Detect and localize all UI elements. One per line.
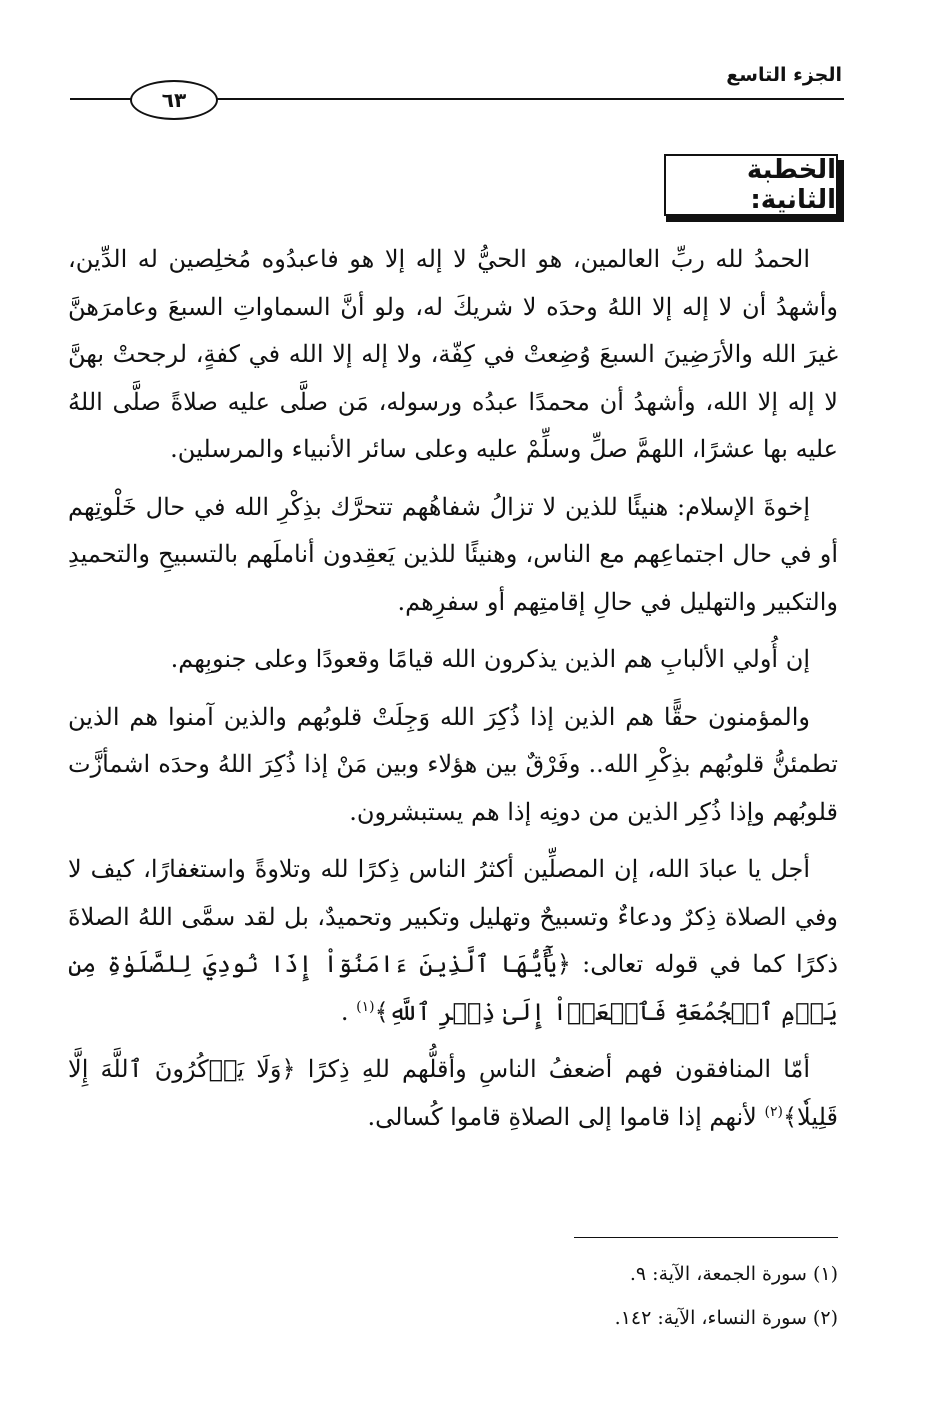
running-title: الجزء التاسع (726, 64, 842, 86)
paragraph-end: . (340, 997, 349, 1026)
page-number: ٦٣ (130, 80, 218, 120)
paragraph: إن أُولي الألبابِ هم الذين يذكرون الله قيامًا وقعودًا وعلى جنوبِهم. (170, 645, 810, 673)
paragraph (68, 846, 838, 1036)
body-text (68, 236, 838, 1151)
quran-verse: ﴿وَلَا يَذۡكُرُونَ ٱللَّهَ إِلَّا قَلِيلٗا﴾ (68, 1055, 838, 1131)
paragraph: إخوةَ الإسلام: هنيئًا للذين لا تزالُ شفاهُهم تتحرَّك بذِكْرِ الله في حال خَلْوتِهم أو في حال اجتماعِهم مع الناس، وهنيئًا للذين يَعقِدون أناملَهم بالتسبيحِ والتحميدِ والتكبير والتهليل في حالِ إقامتِهم أو سفرِهم. (68, 492, 838, 616)
paragraph-text: أمّا المنافقون فهم أضعفُ الناسِ وأقلُّهم للهِ ذِكرًا (307, 1055, 810, 1083)
paragraph (68, 1046, 838, 1141)
footnote: (٢) سورة النساء، الآية: ١٤٢. (614, 1307, 838, 1329)
paragraph: الحمدُ لله ربِّ العالمين، هو الحيُّ لا إله إلا هو فاعبدُوه مُخلِصين له الدِّين، وأشهدُ أن لا إله إلا اللهُ وحدَه لا شريكَ له، ولو أنَّ السماواتِ السبعَ وعامرَهنَّ غيرَ الله والأرَضِينَ السبعَ وُضِعتْ في كِفّة، ولا إله إلا الله في كفةٍ، لرجحتْ بهنَّ لا إله إلا الله، وأشهدُ أن محمدًا عبدُه ورسوله، مَن صلَّى عليه صلاةً صلَّى اللهُ عليه بها عشرًا، اللهمَّ صلِّ وسلِّمْ عليه وعلى سائر الأنبياء والمرسلين. (68, 245, 839, 463)
quran-verse: ﴿يَٰٓأَيُّهَا ٱلَّذِينَ ءَامَنُوٓاْ إِذَا نُودِيَ لِلصَّلَوٰةِ مِن يَوۡمِ ٱلۡجُمُعَةِ فَٱسۡعَوۡاْ إِلَىٰ ذِكۡرِ ٱللَّهِ﴾ (68, 950, 838, 1026)
footnote-ref[interactable]: (٢) (764, 1103, 783, 1120)
footnotes (338, 1252, 838, 1340)
footnote-ref[interactable]: (١) (356, 998, 375, 1015)
paragraph-text: أجل يا عبادَ الله، إن المصلِّين أكثرُ الناس ذِكرًا لله وتلاوةً واستغفارًا، كيف لا وفي الصلاة ذِكرٌ ودعاءٌ وتسبيحٌ وتهليل وتكبير وتحميدٌ، بل لقد سمَّى اللهُ الصلاةَ ذكرًا كما في قوله تعالى: (68, 855, 839, 978)
footnote: (١) سورة الجمعة، الآية: ٩. (629, 1263, 838, 1285)
footnote-rule (574, 1237, 838, 1238)
paragraph-end: لأنهم إذا قاموا إلى الصلاةِ قاموا كُسالى. (367, 1102, 757, 1131)
paragraph: والمؤمنون حقًّا هم الذين إذا ذُكِرَ الله وَجِلَتْ قلوبُهم والذين آمنوا هم الذين تطمئنُّ قلوبُهم بذِكْرِ الله.. وفَرْقٌ بين هؤلاء وبين مَنْ إذا ذُكِرَ اللهُ وحدَه اشمأزَّت قلوبُهم وإذا ذُكِر الذين من دونِه إذا هم يستبشرون. (68, 702, 838, 826)
section-title: الخطبة الثانية: (664, 154, 838, 216)
